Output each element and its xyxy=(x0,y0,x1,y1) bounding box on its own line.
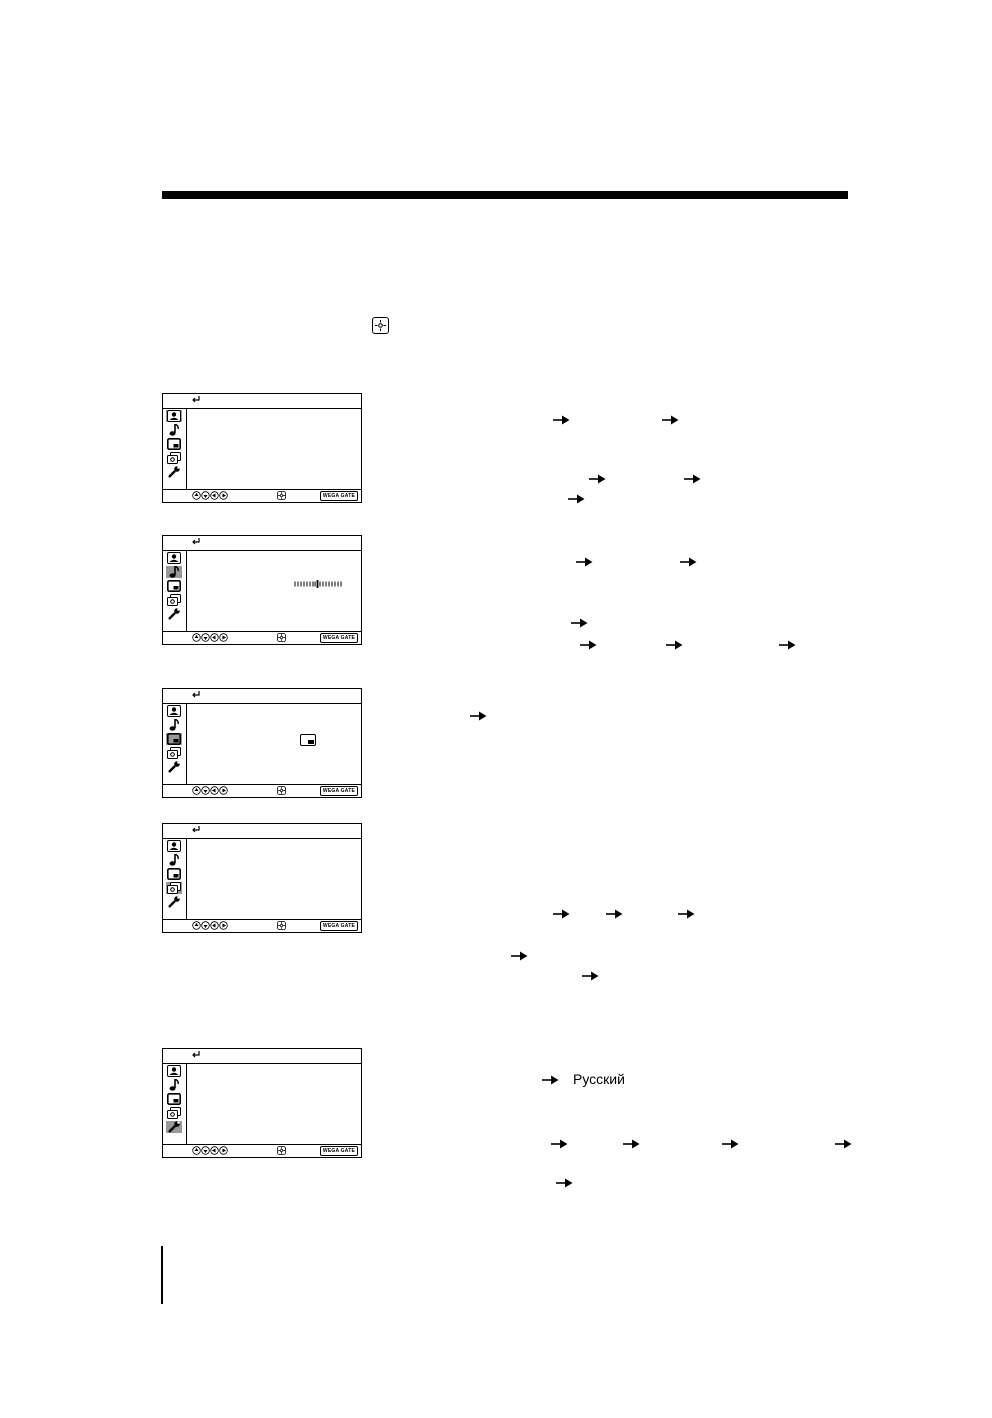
menu-footer xyxy=(163,1144,361,1157)
right-arrow-icon xyxy=(571,618,588,628)
right-arrow-icon xyxy=(470,711,487,721)
navigation-arrows-icon xyxy=(192,633,228,642)
sound-icon[interactable] xyxy=(166,424,182,436)
features-icon[interactable] xyxy=(166,882,182,894)
right-arrow-icon xyxy=(553,415,570,425)
sound-icon[interactable] xyxy=(166,854,182,866)
back-arrow-icon xyxy=(191,1050,201,1060)
back-arrow-icon xyxy=(191,537,201,547)
menu-footer xyxy=(163,489,361,502)
right-arrow-icon xyxy=(779,640,796,650)
sound-icon[interactable] xyxy=(166,719,182,731)
right-arrow-icon xyxy=(623,1139,640,1149)
setup-icon[interactable] xyxy=(166,1121,182,1133)
menu-topbar xyxy=(163,394,361,409)
navigation-arrows-icon xyxy=(192,491,228,500)
right-arrow-icon xyxy=(680,557,697,567)
setup-icon[interactable] xyxy=(166,761,182,773)
ok-icon xyxy=(277,633,286,642)
menu-topbar xyxy=(163,689,361,704)
setup-menu-screen xyxy=(162,1048,362,1158)
right-arrow-icon xyxy=(666,640,683,650)
pip-position-icon xyxy=(300,734,316,746)
picture-menu-screen xyxy=(162,393,362,503)
right-arrow-icon xyxy=(678,909,695,919)
menu-sidebar xyxy=(163,550,187,632)
features-icon[interactable] xyxy=(166,747,182,759)
sound-icon[interactable] xyxy=(166,566,182,578)
pip-menu-screen xyxy=(162,688,362,798)
setup-icon[interactable] xyxy=(166,608,182,620)
menu-topbar xyxy=(163,824,361,839)
back-arrow-icon xyxy=(191,690,201,700)
picture-icon[interactable] xyxy=(166,552,182,564)
right-arrow-icon xyxy=(576,557,593,567)
features-menu-screen xyxy=(162,823,362,933)
footer-margin-line xyxy=(161,1246,163,1304)
picture-icon[interactable] xyxy=(166,410,182,422)
right-arrow-icon xyxy=(684,474,701,484)
sound-menu-screen xyxy=(162,535,362,645)
wega-gate-button[interactable]: WEGA GATE xyxy=(320,786,358,796)
right-arrow-icon xyxy=(511,951,528,961)
menu-footer xyxy=(163,919,361,932)
back-arrow-icon xyxy=(191,825,201,835)
ok-icon xyxy=(277,1146,286,1155)
menu-sidebar xyxy=(163,1063,187,1145)
menu-footer xyxy=(163,784,361,797)
setup-icon[interactable] xyxy=(166,896,182,908)
menu-sidebar xyxy=(163,838,187,920)
right-arrow-icon xyxy=(553,909,570,919)
picture-icon[interactable] xyxy=(166,705,182,717)
wega-gate-button[interactable]: WEGA GATE xyxy=(320,1146,358,1156)
right-arrow-icon xyxy=(722,1139,739,1149)
features-icon[interactable] xyxy=(166,452,182,464)
picture-icon[interactable] xyxy=(166,1065,182,1077)
right-arrow-icon xyxy=(542,1075,559,1085)
right-arrow-icon xyxy=(835,1139,852,1149)
level-slider[interactable] xyxy=(294,580,342,588)
right-arrow-icon xyxy=(606,909,623,919)
menu-footer xyxy=(163,631,361,644)
menu-sidebar xyxy=(163,408,187,490)
pip-icon[interactable] xyxy=(166,1093,182,1105)
wega-gate-button[interactable]: WEGA GATE xyxy=(320,921,358,931)
ok-icon xyxy=(277,491,286,500)
wega-gate-button[interactable]: WEGA GATE xyxy=(320,633,358,643)
joystick-icon xyxy=(372,317,389,334)
pip-icon[interactable] xyxy=(166,733,182,745)
sound-icon[interactable] xyxy=(166,1079,182,1091)
features-icon[interactable] xyxy=(166,1107,182,1119)
header-rule xyxy=(162,191,848,199)
navigation-arrows-icon xyxy=(192,921,228,930)
right-arrow-icon xyxy=(582,971,599,981)
right-arrow-icon xyxy=(580,640,597,650)
right-arrow-icon xyxy=(589,474,606,484)
ok-icon xyxy=(277,786,286,795)
right-arrow-icon xyxy=(551,1139,568,1149)
menu-topbar xyxy=(163,1049,361,1064)
language-option-label: Русский xyxy=(573,1071,625,1087)
picture-icon[interactable] xyxy=(166,840,182,852)
pip-icon[interactable] xyxy=(166,580,182,592)
features-icon[interactable] xyxy=(166,594,182,606)
navigation-arrows-icon xyxy=(192,1146,228,1155)
right-arrow-icon xyxy=(568,494,585,504)
wega-gate-button[interactable]: WEGA GATE xyxy=(320,491,358,501)
menu-topbar xyxy=(163,536,361,551)
setup-icon[interactable] xyxy=(166,466,182,478)
navigation-arrows-icon xyxy=(192,786,228,795)
right-arrow-icon xyxy=(556,1178,573,1188)
pip-icon[interactable] xyxy=(166,438,182,450)
back-arrow-icon xyxy=(191,395,201,405)
ok-icon xyxy=(277,921,286,930)
right-arrow-icon xyxy=(662,415,679,425)
pip-icon[interactable] xyxy=(166,868,182,880)
menu-sidebar xyxy=(163,703,187,785)
